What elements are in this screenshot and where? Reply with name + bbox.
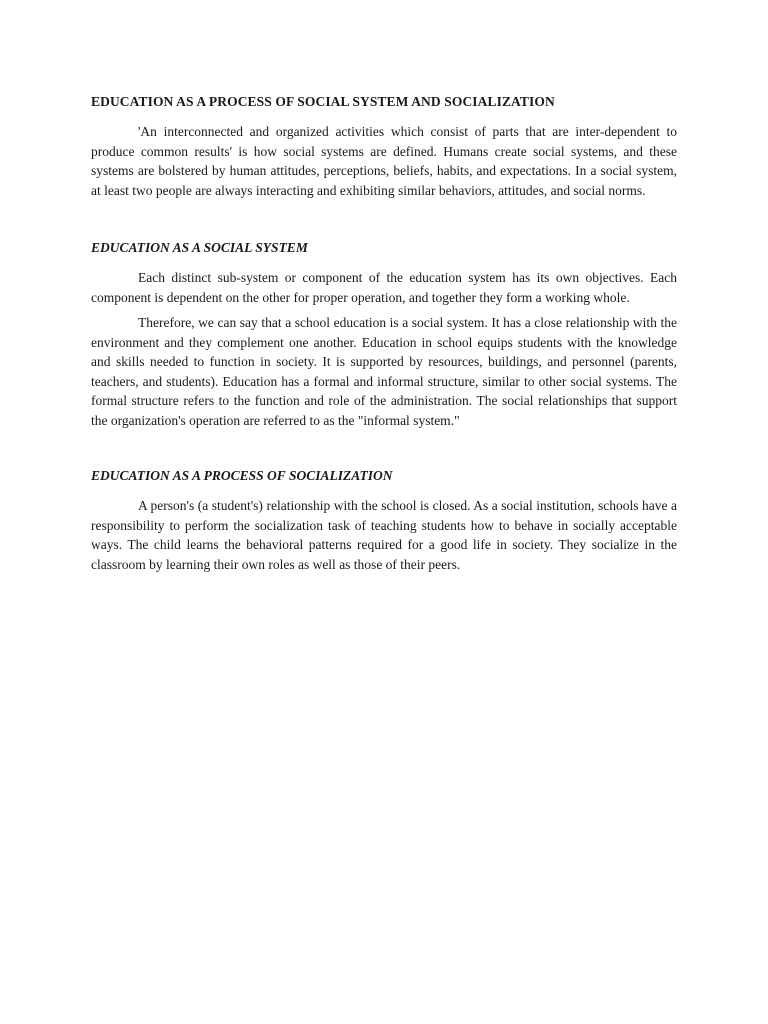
socialization-paragraph-1: A person's (a student's) relationship with the school is closed. As a social institution, schools have a responsibility to perform the socialization task of teaching students how to behave in socially acceptable ways. The child learns the behavioral patterns required for a good life in society. They socialize in the classroom by learning their own roles as well as those of their peers.: [91, 498, 677, 572]
social-system-paragraph-2: Therefore, we can say that a school education is a social system. It has a close relationship with the environment and they complement one another. Education in school equips students with the knowledge and skills needed to function in society. It is supported by resources, buildings, and personnel (parents, teachers, and students). Education has a formal and informal structure, similar to other social systems. The formal structure refers to the function and role of the administration. The social relationships that support the organization's operation are referred to as the "informal system.": [91, 315, 677, 428]
document-page: [91, 92, 677, 580]
intro-paragraph: 'An interconnected and organized activities which consist of parts that are inter-dependent to produce common results' is how social systems are defined. Humans create social systems, and these systems are bolstered by human attitudes, perceptions, beliefs, habits, and expectations. In a social system, at least two people are always interacting and exhibiting similar behaviors, attitudes, and social norms.: [91, 124, 677, 198]
section-heading-social-system: EDUCATION AS A SOCIAL SYSTEM: [91, 240, 308, 255]
section-spacer: [91, 206, 677, 238]
section-spacer: [91, 436, 677, 466]
social-system-paragraph-1: Each distinct sub-system or component of the education system has its own objectives. Each component is dependent on the other for proper operation, and together they form a working whole.: [91, 270, 677, 305]
document-title: EDUCATION AS A PROCESS OF SOCIAL SYSTEM AND SOCIALIZATION: [91, 94, 555, 109]
section-heading-socialization: EDUCATION AS A PROCESS OF SOCIALIZATION: [91, 468, 393, 483]
